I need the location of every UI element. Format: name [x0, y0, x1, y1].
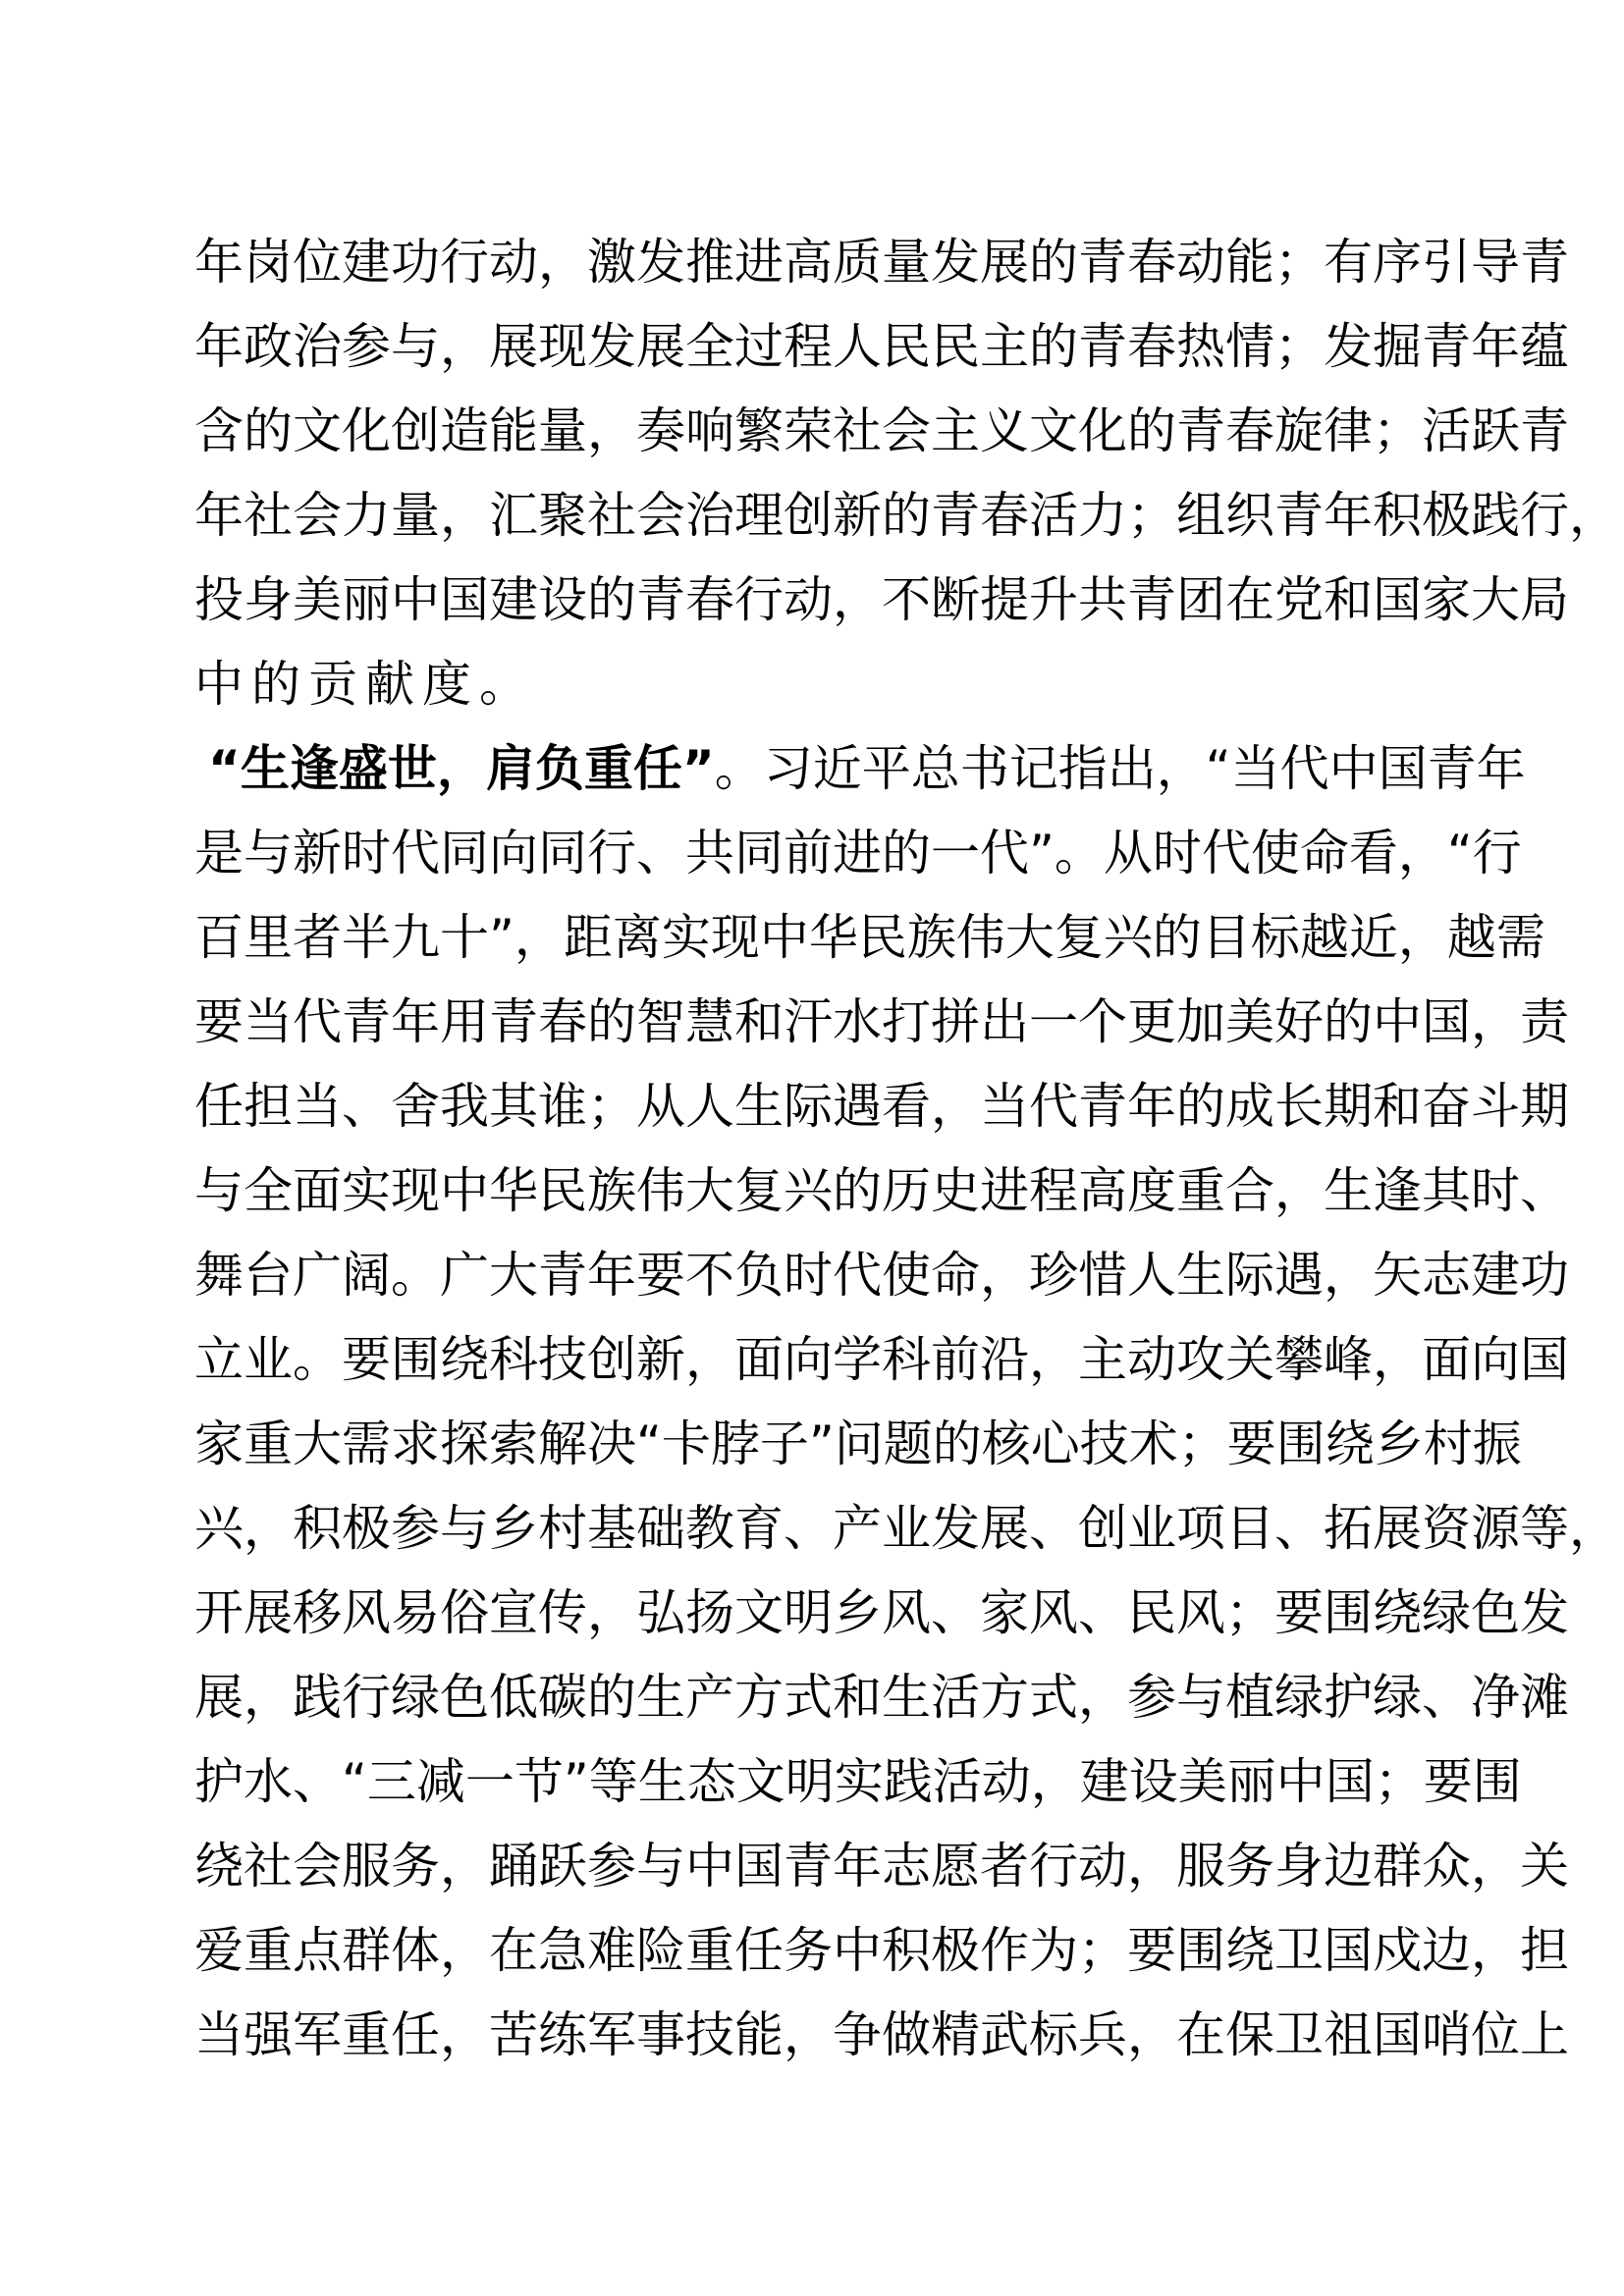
text-line: 年社会力量，汇聚社会治理创新的青春活力；组织青年积极践行， — [194, 487, 1618, 544]
text-line: 展，践行绿色低碳的生产方式和生活方式，参与植绿护绿、净滩 — [194, 1669, 1569, 1726]
text-line: 舞台广阔。广大青年要不负时代使命，珍惜人生际遇，矢志建功 — [194, 1247, 1569, 1304]
text-line: 爱重点群体，在急难险重任务中积极作为；要围绕卫国戍边，担 — [194, 1922, 1569, 1979]
text-line: 兴，积极参与乡村基础教育、产业发展、创业项目、拓展资源等， — [194, 1500, 1618, 1557]
text-line: 家重大需求探索解决“卡脖子”问题的核心技术；要围绕乡村振 — [194, 1415, 1522, 1472]
text-line: 年岗位建功行动，激发推进高质量发展的青春动能；有序引导青 — [194, 234, 1569, 291]
text-line: 护水、“三减一节”等生态文明实践活动，建设美丽中国；要围 — [194, 1753, 1522, 1810]
text-line: 立业。要围绕科技创新，面向学科前沿，主动攻关攀峰，面向国 — [194, 1331, 1569, 1388]
paragraph-heading: “生逢盛世，肩负重任” — [208, 740, 715, 797]
text-line: 与全面实现中华民族伟大复兴的历史进程高度重合，生逢其时、 — [194, 1162, 1569, 1219]
text-line: 投身美丽中国建设的青春行动，不断提升共青团在党和国家大局 — [194, 571, 1569, 628]
text-line: 开展移风易俗宣传，弘扬文明乡风、家风、民风；要围绕绿色发 — [194, 1584, 1569, 1641]
text-line: 含的文化创造能量，奏响繁荣社会主义文化的青春旋律；活跃青 — [194, 402, 1569, 459]
text-line: 任担当、舍我其谁；从人生际遇看，当代青年的成长期和奋斗期 — [194, 1078, 1569, 1135]
text-line: 是与新时代同向同行、共同前进的一代”。从时代使命看，“行 — [194, 825, 1522, 881]
text-line: 百里者半九十”，距离实现中华民族伟大复兴的目标越近，越需 — [194, 909, 1545, 966]
text-line: 中的贡献度。 — [194, 656, 536, 713]
text-line: 年政治参与，展现发展全过程人民民主的青春热情；发掘青年蕴 — [194, 318, 1569, 375]
text-line: 绕社会服务，踊跃参与中国青年志愿者行动，服务身边群众，关 — [194, 1838, 1569, 1895]
text-line: 当强军重任，苦练军事技能，争做精武标兵，在保卫祖国哨位上 — [194, 2006, 1569, 2063]
text-line — [208, 726, 1526, 811]
heading-line-rest: 。习近平总书记指出，“当代中国青年 — [714, 740, 1526, 797]
text-line: 要当代青年用青春的智慧和汗水打拼出一个更加美好的中国，责 — [194, 993, 1569, 1050]
